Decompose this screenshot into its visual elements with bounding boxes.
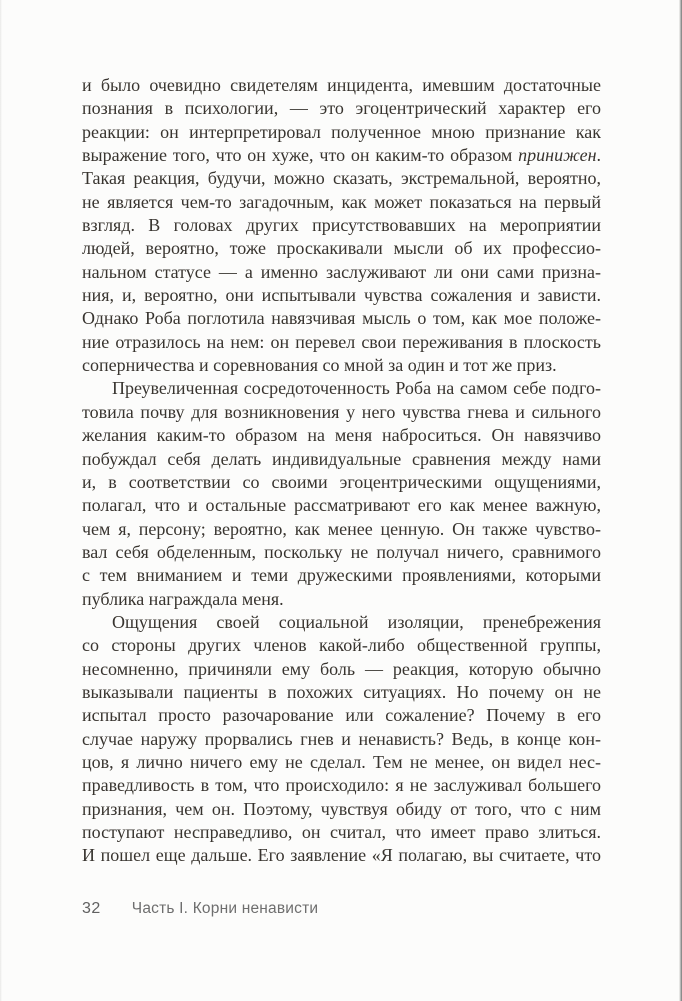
text-line: ние отразилось на нем: он перевел свои переживания в плоскость [82, 331, 601, 352]
text-line: выказывали пациенты в похожих ситуациях. Но почему он не [82, 681, 601, 702]
text-line: взгляд. В головах других присутствовавших на мероприятии [82, 215, 601, 236]
text-line: реакции: он интерпретировал полученное мною признание как [82, 121, 601, 142]
text-line: выражение того, что он хуже, что он каким-то образом принижен. [82, 145, 601, 166]
text-line: побуждал себя делать индивидуальные сравнения между нами [82, 448, 601, 469]
text-line: познания в психологии, — это эгоцентрический характер его [82, 98, 601, 119]
page-number: 32 [82, 900, 101, 917]
text-line: Такая реакция, будучи, можно сказать, экстремальной, вероятно, [82, 168, 601, 189]
page-left-edge-shadow [0, 0, 2, 1001]
text-line: признания, чем он. Поэтому, чувствуя обиду от того, что с ним [82, 798, 601, 819]
text-line: нальном статусе — а именно заслуживают ли они сами призна- [82, 261, 601, 282]
text-line: испытал просто разочарование или сожаление? Почему в его [82, 705, 601, 726]
emphasized-word: принижен [518, 145, 597, 166]
text-line: соперничества и соревнования со мной за один и тот же приз. [82, 355, 557, 376]
page-footer [82, 900, 318, 918]
text-line: публика награждала меня. [82, 588, 284, 609]
text-line: случае наружу прорвались гнев и ненависть? Ведь, в конце кон- [82, 728, 601, 749]
text-line: полагал, что и остальные рассматривают его как менее важную, [82, 495, 601, 516]
text-line: желания каким-то образом на меня наброситься. Он навязчиво [82, 425, 601, 446]
page-text [82, 74, 601, 868]
paragraph [82, 74, 601, 377]
text-line: несомненно, причиняли ему боль — реакция, которую обычно [82, 658, 601, 679]
text-line: товила почву для возникновения у него чувства гнева и сильного [82, 401, 601, 422]
text-line: И пошел еще дальше. Его заявление «Я полагаю, вы считаете, что [82, 845, 601, 866]
text-line: Ощущения своей социальной изоляции, пренебрежения [112, 611, 601, 632]
text-line: Однако Роба поглотила навязчивая мысль о том, как мое положе- [82, 308, 601, 329]
text-line: поступают несправедливо, он считал, что имеет право злиться. [82, 822, 601, 842]
text-line: людей, вероятно, тоже проскакивали мысли об их профессио- [82, 238, 601, 259]
paragraph [82, 377, 601, 610]
text-line: ния, и, вероятно, они испытывали чувства сожаления и зависти. [82, 285, 601, 306]
text-line: и было очевидно свидетелям инцидента, имевшим достаточные [82, 75, 601, 95]
text-line: со стороны других членов какой-либо общественной группы, [82, 635, 601, 656]
text-line: цов, я лично ничего ему не сделал. Тем не менее, он видел нес- [82, 751, 601, 772]
running-title: Часть I. Корни ненависти [131, 900, 319, 917]
text-line: вал себя обделенным, поскольку не получал ничего, сравнимого [82, 541, 601, 562]
text-line: с тем вниманием и теми дружескими проявлениями, которыми [82, 565, 601, 586]
text-line: чем я, персону; вероятно, как менее ценную. Он также чувство- [82, 518, 601, 539]
text-line: и, в соответствии со своими эгоцентрическими ощущениями, [82, 471, 601, 492]
text-line: не является чем-то загадочным, как может показаться на первый [82, 191, 601, 212]
text-line: праведливость в том, что происходило: я не заслуживал большего [82, 775, 601, 796]
text-line: Преувеличенная сосредоточенность Роба на самом себе подго- [112, 378, 601, 399]
paragraph [82, 611, 601, 868]
